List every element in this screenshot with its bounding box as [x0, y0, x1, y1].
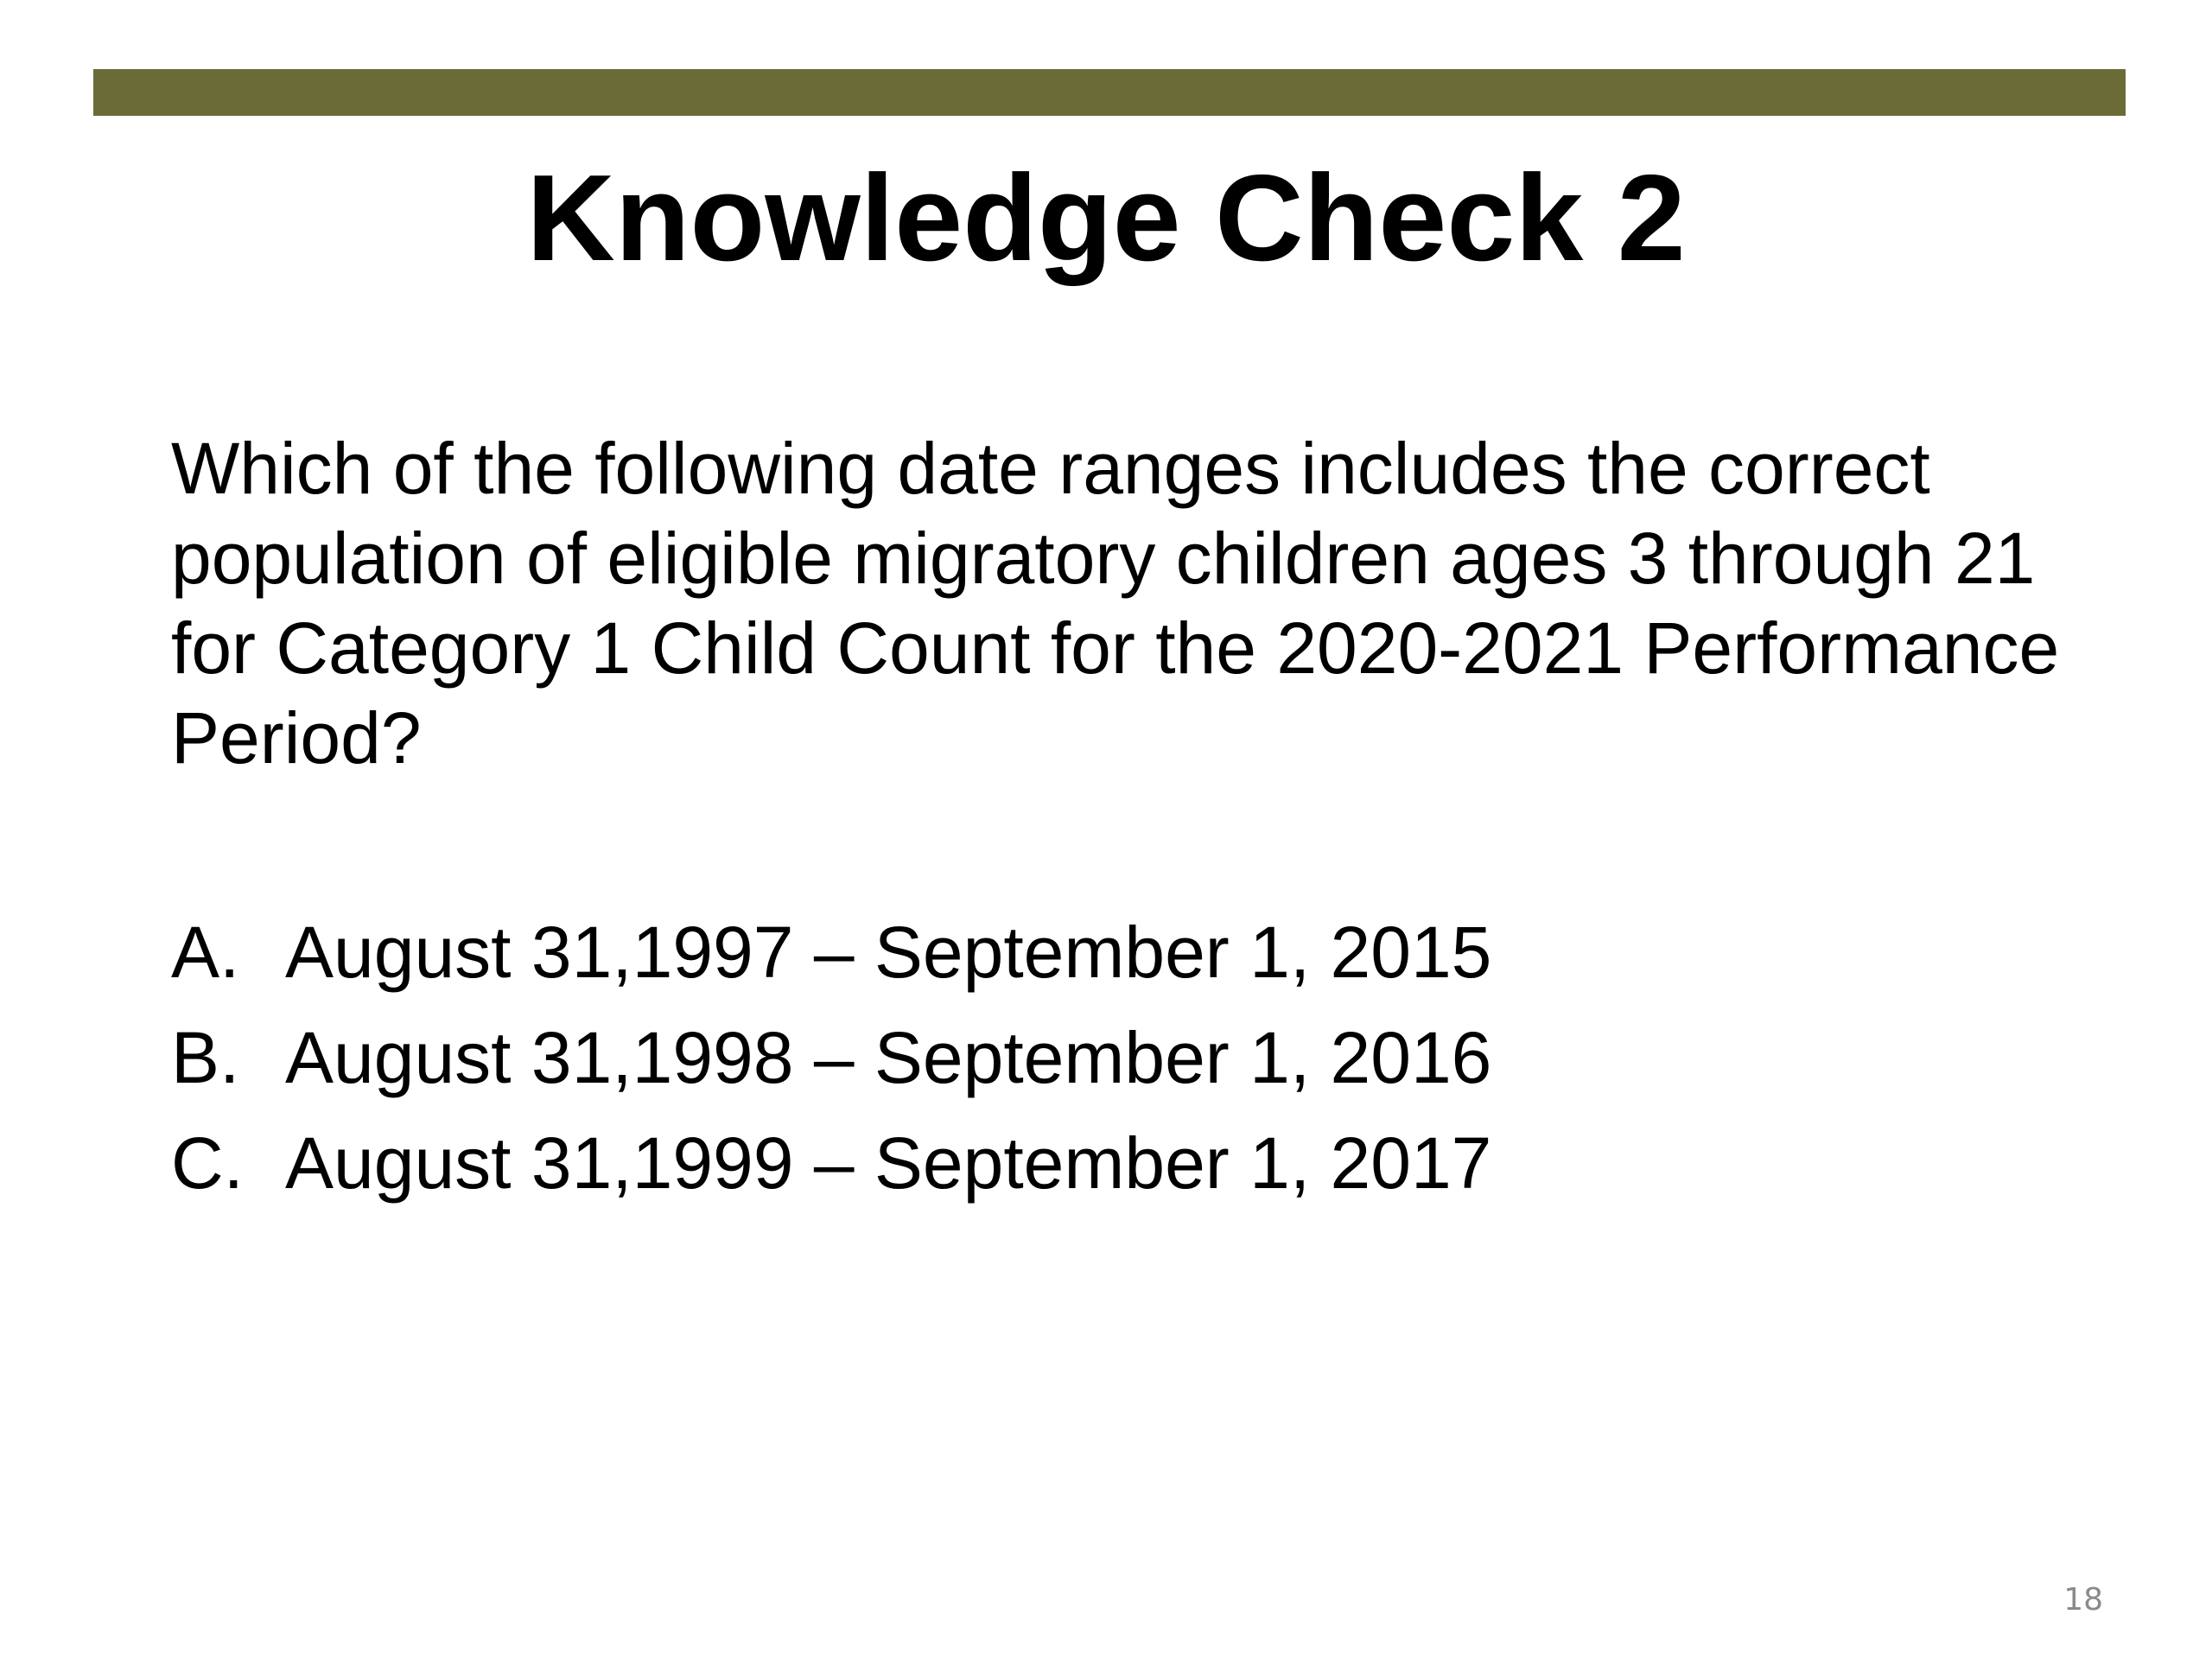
option-letter: A.	[171, 912, 240, 993]
answer-option-a	[171, 907, 2072, 1013]
slide-title: Knowledge Check 2	[526, 149, 1686, 287]
option-letter: B.	[171, 1017, 240, 1098]
accent-bar	[93, 69, 2126, 116]
answer-options-list	[171, 907, 2072, 1224]
option-text: August 31,1998 – September 1, 2016	[285, 1017, 1492, 1098]
answer-option-c	[171, 1118, 2072, 1224]
option-letter: C.	[171, 1122, 244, 1204]
answer-option-b	[171, 1013, 2072, 1118]
page-number: 18	[2063, 1582, 2103, 1618]
option-text: August 31,1999 – September 1, 2017	[285, 1122, 1492, 1204]
option-text: August 31,1997 – September 1, 2015	[285, 912, 1492, 993]
question-text: Which of the following date ranges includes the correct population of eligible migratory children ages 3 through 21 for Category 1 Child Count for the 2020-2021 Performance Period?	[171, 428, 2060, 779]
